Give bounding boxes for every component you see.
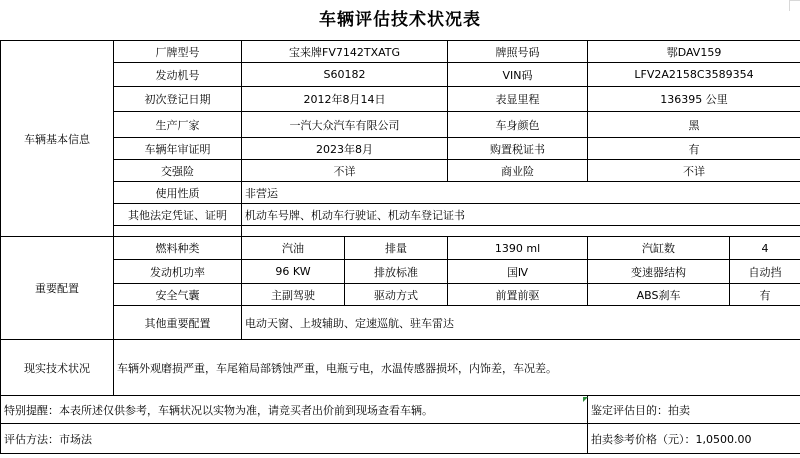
label-first-registration: 初次登记日期	[114, 87, 242, 112]
label-manufacturer: 生产厂家	[114, 112, 242, 138]
section-key-config: 重要配置	[1, 237, 114, 340]
value-brand-model: 宝来牌FV7142TXATG	[242, 41, 448, 63]
label-purchase-tax: 购置税证书	[448, 138, 588, 160]
value-usage: 非营运	[242, 182, 800, 204]
value-purchase-tax: 有	[588, 138, 800, 160]
value-cylinders: 4	[730, 237, 800, 260]
label-abs: ABS刹车	[588, 284, 730, 306]
special-notice: 特别提醒：本表所述仅供参考，车辆状况以实物为准，请竞买者出价前到现场查看车辆。	[1, 396, 588, 424]
label-drive-type: 驱动方式	[345, 284, 448, 306]
page-title: 车辆评估技术状况表	[319, 10, 481, 30]
evaluation-method: 评估方法：市场法	[1, 424, 588, 454]
cell-comment-marker	[583, 397, 588, 402]
label-engine-no: 发动机号	[114, 63, 242, 87]
label-emission-standard: 排放标准	[345, 260, 448, 284]
value-emission-standard: 国Ⅳ	[448, 260, 588, 284]
section-basic-info: 车辆基本信息	[1, 41, 114, 237]
evaluation-purpose: 鉴定评估目的：拍卖	[588, 396, 800, 424]
value-annual-inspection: 2023年8月	[242, 138, 448, 160]
label-commercial-insurance: 商业险	[448, 160, 588, 182]
label-displacement: 排量	[345, 237, 448, 260]
value-transmission: 自动挡	[730, 260, 800, 284]
value-vin: LFV2A2158C3589354	[588, 63, 800, 87]
label-annual-inspection: 车辆年审证明	[114, 138, 242, 160]
value-technical-condition: 车辆外观磨损严重，车尾箱局部锈蚀严重，电瓶亏电，水温传感器损坏，内饰差，车况差。	[114, 340, 800, 396]
reference-price: 拍卖参考价格（元）：1,0500.00	[588, 424, 800, 454]
value-mileage: 136395 公里	[588, 87, 800, 112]
label-brand-model: 厂牌型号	[114, 41, 242, 63]
label-airbag: 安全气囊	[114, 284, 242, 306]
label-vin: VIN码	[448, 63, 588, 87]
label-plate: 牌照号码	[448, 41, 588, 63]
value-compulsory-insurance: 不详	[242, 160, 448, 182]
value-airbag: 主副驾驶	[242, 284, 345, 306]
label-usage: 使用性质	[114, 182, 242, 204]
value-legal-documents: 机动车号牌、机动车行驶证、机动车登记证书	[242, 204, 800, 226]
label-legal-documents: 其他法定凭证、证明	[114, 204, 242, 226]
value-fuel-type: 汽油	[242, 237, 345, 260]
value-first-registration: 2012年8月14日	[242, 87, 448, 112]
label-compulsory-insurance: 交强险	[114, 160, 242, 182]
value-commercial-insurance: 不详	[588, 160, 800, 182]
label-mileage: 表显里程	[448, 87, 588, 112]
label-transmission: 变速器结构	[588, 260, 730, 284]
label-other-config: 其他重要配置	[114, 306, 242, 340]
label-fuel-type: 燃料种类	[114, 237, 242, 260]
blank-cell	[242, 226, 800, 237]
value-engine-no: S60182	[242, 63, 448, 87]
value-engine-power: 96 KW	[242, 260, 345, 284]
value-drive-type: 前置前驱	[448, 284, 588, 306]
label-body-color: 车身颜色	[448, 112, 588, 138]
section-technical-condition: 现实技术状况	[1, 340, 114, 396]
value-plate: 鄂DAV159	[588, 41, 800, 63]
value-other-config: 电动天窗、上坡辅助、定速巡航、驻车雷达	[242, 306, 800, 340]
value-displacement: 1390 ml	[448, 237, 588, 260]
sheet-corner	[789, 0, 800, 11]
value-abs: 有	[730, 284, 800, 306]
blank-cell	[114, 226, 242, 237]
value-manufacturer: 一汽大众汽车有限公司	[242, 112, 448, 138]
label-engine-power: 发动机功率	[114, 260, 242, 284]
value-body-color: 黑	[588, 112, 800, 138]
label-cylinders: 汽缸数	[588, 237, 730, 260]
evaluation-table	[0, 40, 800, 454]
